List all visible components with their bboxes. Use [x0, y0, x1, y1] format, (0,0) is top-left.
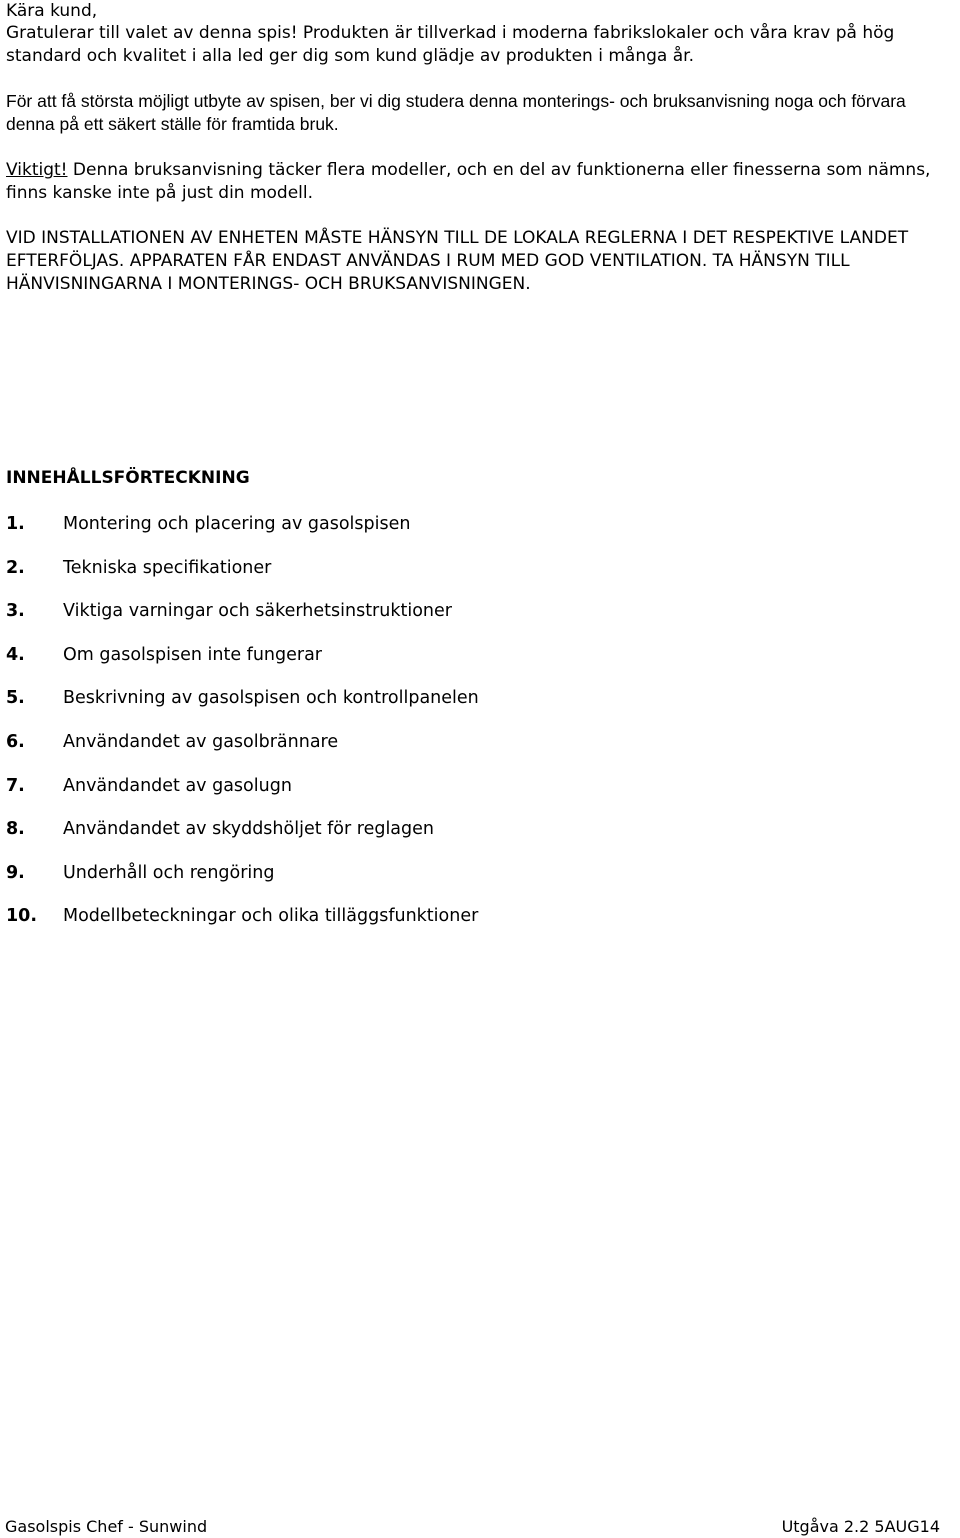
notice-text: Denna bruksanvisning täcker flera modeller, och en del av funktionerna eller finesserna som nämns, finns kanske inte på just din modell.	[6, 160, 931, 203]
toc-item-title: Underhåll och rengöring	[63, 862, 275, 883]
toc-item	[6, 557, 479, 601]
toc-item-number: 10.	[6, 906, 38, 927]
toc-item	[6, 600, 479, 644]
toc-item-number: 3.	[6, 601, 25, 622]
toc-item-number: 1.	[6, 514, 25, 534]
notice-label: Viktigt!	[6, 160, 68, 180]
toc-item	[6, 731, 479, 775]
toc-item	[6, 862, 479, 906]
toc-item-number: 4.	[6, 644, 25, 665]
toc-item-number: 8.	[6, 819, 25, 840]
toc-item	[6, 513, 479, 557]
greeting: Kära kund,	[6, 1, 98, 21]
toc-item-title: Om gasolspisen inte fungerar	[63, 644, 323, 665]
toc-item	[6, 644, 479, 688]
toc-item-number: 2.	[6, 557, 25, 578]
toc-item	[6, 905, 479, 949]
toc-item-title: Montering och placering av gasolspisen	[63, 514, 411, 534]
toc-heading: INNEHÅLLSFÖRTECKNING	[6, 468, 250, 488]
toc-item-title: Tekniska specifikationer	[63, 557, 272, 578]
table-of-contents	[6, 513, 479, 949]
toc-item-title: Användandet av gasolbrännare	[63, 731, 339, 752]
toc-item-number: 9.	[6, 862, 25, 883]
toc-item	[6, 818, 479, 862]
toc-item	[6, 775, 479, 819]
toc-item-title: Viktiga varningar och säkerhetsinstruktioner	[63, 601, 452, 622]
installation-warning: VID INSTALLATIONEN AV ENHETEN MÅSTE HÄNSYN TILL DE LOKALA REGLERNA I DET RESPEKTIVE LANDET EFTERFÖLJAS. APPARATEN FÅR ENDAST ANVÄNDAS I RUM MED GOD VENTILATION. TA HÄNSYN TILL HÄNVISNINGARNA I MONTERINGS- OCH BRUKSANVISNINGEN.	[6, 228, 909, 294]
toc-item-title: Modellbeteckningar och olika tilläggsfunktioner	[63, 906, 479, 927]
notice-paragraph	[6, 159, 956, 205]
intro-paragraph: Gratulerar till valet av denna spis! Produkten är tillverkad i moderna fabrikslokaler och våra krav på hög standard och kvalitet i alla led ger dig som kund glädje av produkten i många år.	[6, 23, 895, 66]
toc-item	[6, 687, 479, 731]
footer-product-name: Gasolspis Chef - Sunwind	[5, 1517, 208, 1536]
toc-item-title: Användandet av gasolugn	[63, 775, 292, 796]
toc-item-title: Beskrivning av gasolspisen och kontrollpanelen	[63, 688, 479, 709]
toc-item-title: Användandet av skyddshöljet för reglagen	[63, 819, 434, 840]
toc-item-number: 7.	[6, 775, 25, 796]
footer-edition: Utgåva 2.2 5AUG14	[781, 1517, 940, 1536]
toc-item-number: 6.	[6, 731, 25, 752]
usage-paragraph: För att få största möjligt utbyte av spisen, ber vi dig studera denna monterings- och bruksanvisning noga och förvara denna på ett säkert ställe för framtida bruk.	[6, 91, 906, 134]
toc-item-number: 5.	[6, 688, 25, 709]
